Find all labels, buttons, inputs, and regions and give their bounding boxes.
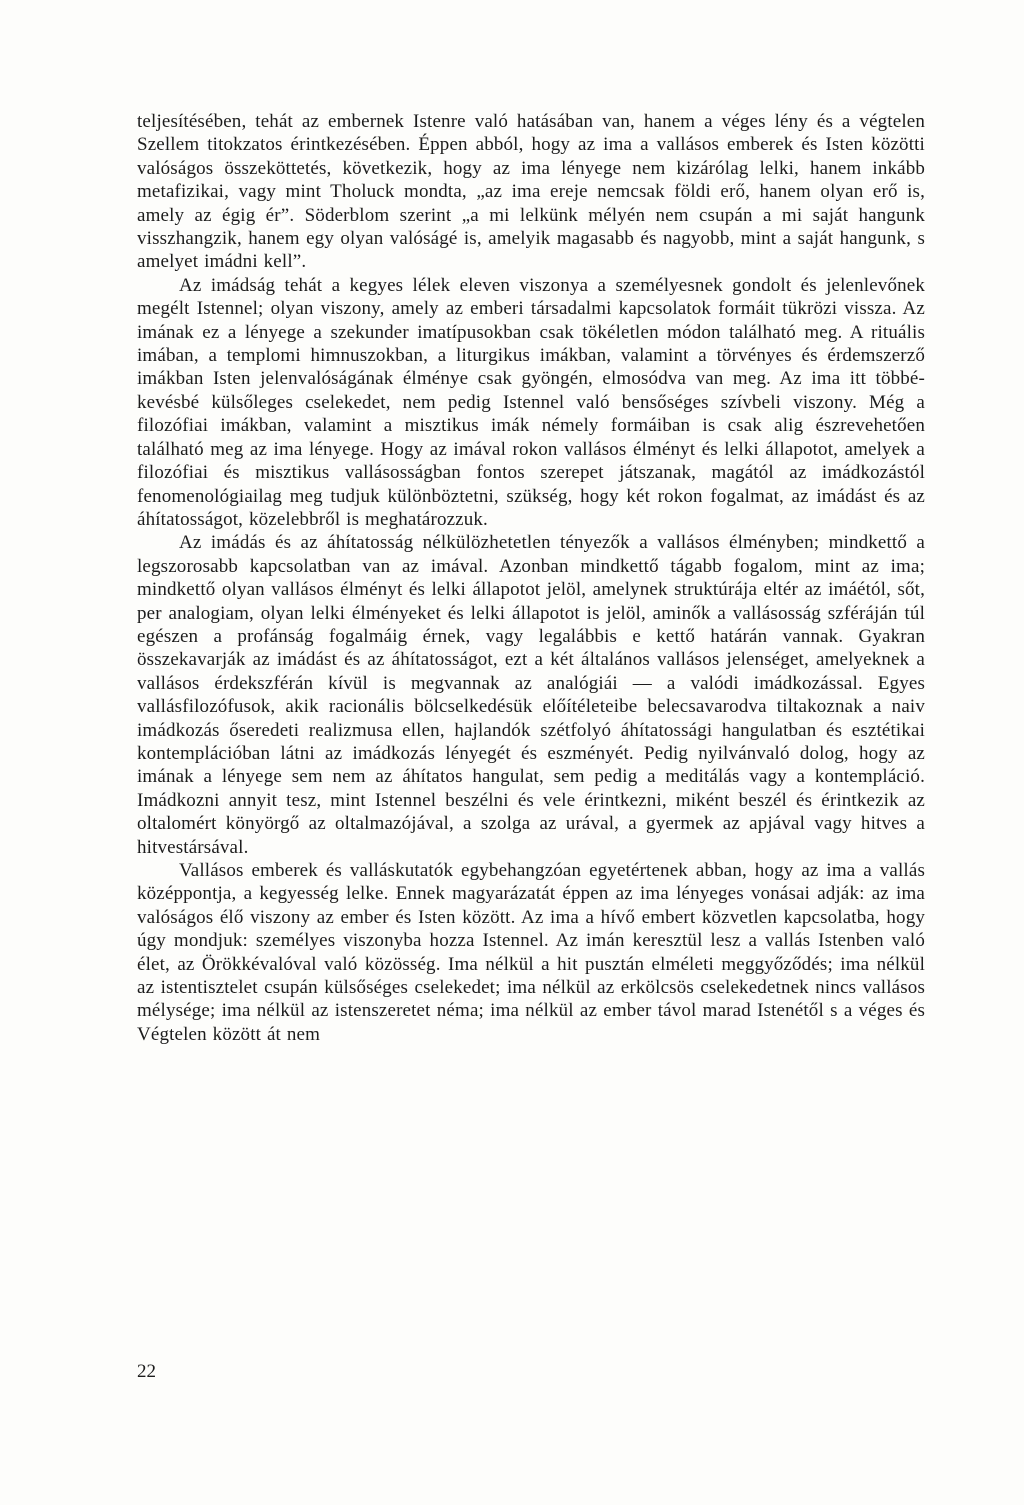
body-text bbox=[137, 110, 925, 1046]
page-number: 22 bbox=[137, 1361, 156, 1382]
paragraph-4: Vallásos emberek és valláskutatók egybehangzóan egyetértenek abban, hogy az ima a vallás középpontja, a kegyesség lelke. Ennek magyarázatát éppen az ima lényeges vonásai adják: az ima valóságos élő viszony az ember és Isten között. Az ima a hívő embert közvetlen kapcsolatba, hogy úgy mondjuk: személyes viszonyba hozza Istennel. Az imán keresztül lesz a vallás Istenben való élet, az Örökkévalóval való közösség. Ima nélkül a hit pusztán elméleti meggyőződés; ima nélkül az istentisztelet csupán külsőséges cselekedet; ima nélkül az erkölcsös cselekedetnek nincs vallásos mélysége; ima nélkül az istenszeretet néma; ima nélkül az ember távol marad Istenétől s a véges és Végtelen között át nem bbox=[137, 860, 925, 1045]
paragraph-2: Az imádság tehát a kegyes lélek eleven viszonya a személyesnek gondolt és jelenlevőnek megélt Istennel; olyan viszony, amely az emberi társadalmi kapcsolatok formáit tükrözi vissza. Az imának ez a lényege a szekunder imatípusokban csak tökéletlen módon található meg. A rituális imában, a templomi himnuszokban, a liturgikus imákban, valamint a törvényes és érdemszerző imákban Isten jelenvalóságának élménye csak gyöngén, elmosódva van meg. Az ima itt többé-kevésbé külsőleges cselekedet, nem pedig Istennel való bensőséges szívbeli viszony. Még a filozófiai imákban, valamint a misztikus imák némely formáiban is csak alig észrevehetően található meg az ima lényege. Hogy az imával rokon vallásos élményt és lelki állapotot, amelyek a filozófiai és misztikus vallásosságban fontos szerepet játszanak, magától az imádkozástól fenomenológiailag meg tudjuk különböztetni, szükség, hogy két rokon fogalmat, az imádást és az áhítatosságot, közelebbről is meghatározzuk. bbox=[137, 274, 925, 530]
paragraph-3: Az imádás és az áhítatosság nélkülözhetetlen tényezők a vallásos élményben; mindkettő a legszorosabb kapcsolatban van az imával. Azonban mindkettő tágabb fogalom, mint az ima; mindkettő olyan vallásos élményt és lelki állapotot jelöl, amelynek struktúrája eltér az imáétól, sőt, per analogiam, olyan lelki élményeket és lelki állapotot is jelöl, aminők a vallásosság szféráján túl egészen a profánság fogalmáig érnek, vagy legalábbis e kettő határán vannak. Gyakran összekavarják az imádást és az áhítatosságot, ezt a két általános vallásos jelenséget, amelyeknek a vallásos érdekszférán kívül is megvannak az analógiái — a valódi imádkozással. Egyes vallásfilozófusok, akik racionális bölcselkedésük előítéleteibe belecsavarodva tiltakoznak a naiv imádkozás őseredeti realizmusa ellen, hajlandók szétfolyó áhítatossági hangulatban és esztétikai kontemplációban látni az imádkozás lényegét és eszményét. Pedig nyilvánvaló dolog, hogy az imának a lényege sem nem az áhítatos hangulat, sem pedig a meditálás vagy a kontempláció. Imádkozni annyit tesz, mint Istennel beszélni és vele érintkezni, miként beszél és érintkezik az oltalomért könyörgő az oltalmazójával, a szolga az urával, a gyermek az apjával vagy hitves a hitvestársával. bbox=[137, 532, 925, 858]
paragraph-1: teljesítésében, tehát az embernek Istenre való hatásában van, hanem a véges lény és a végtelen Szellem titokzatos érintkezésében. Éppen abból, hogy az ima a vallásos emberek és Isten közötti valóságos összeköttetés, következik, hogy az ima lényege nem kizárólag lelki, hanem inkább metafizikai, vagy mint Tholuck mondta, „az ima ereje nemcsak földi erő, hanem olyan erő is, amely az égig ér”. Söderblom szerint „a mi lelkünk mélyén nem csupán a mi saját hangunk visszhangzik, hanem egy olyan valóságé is, amelyik magasabb és nagyobb, mint a saját hangunk, s amelyet imádni kell”. bbox=[137, 111, 925, 273]
